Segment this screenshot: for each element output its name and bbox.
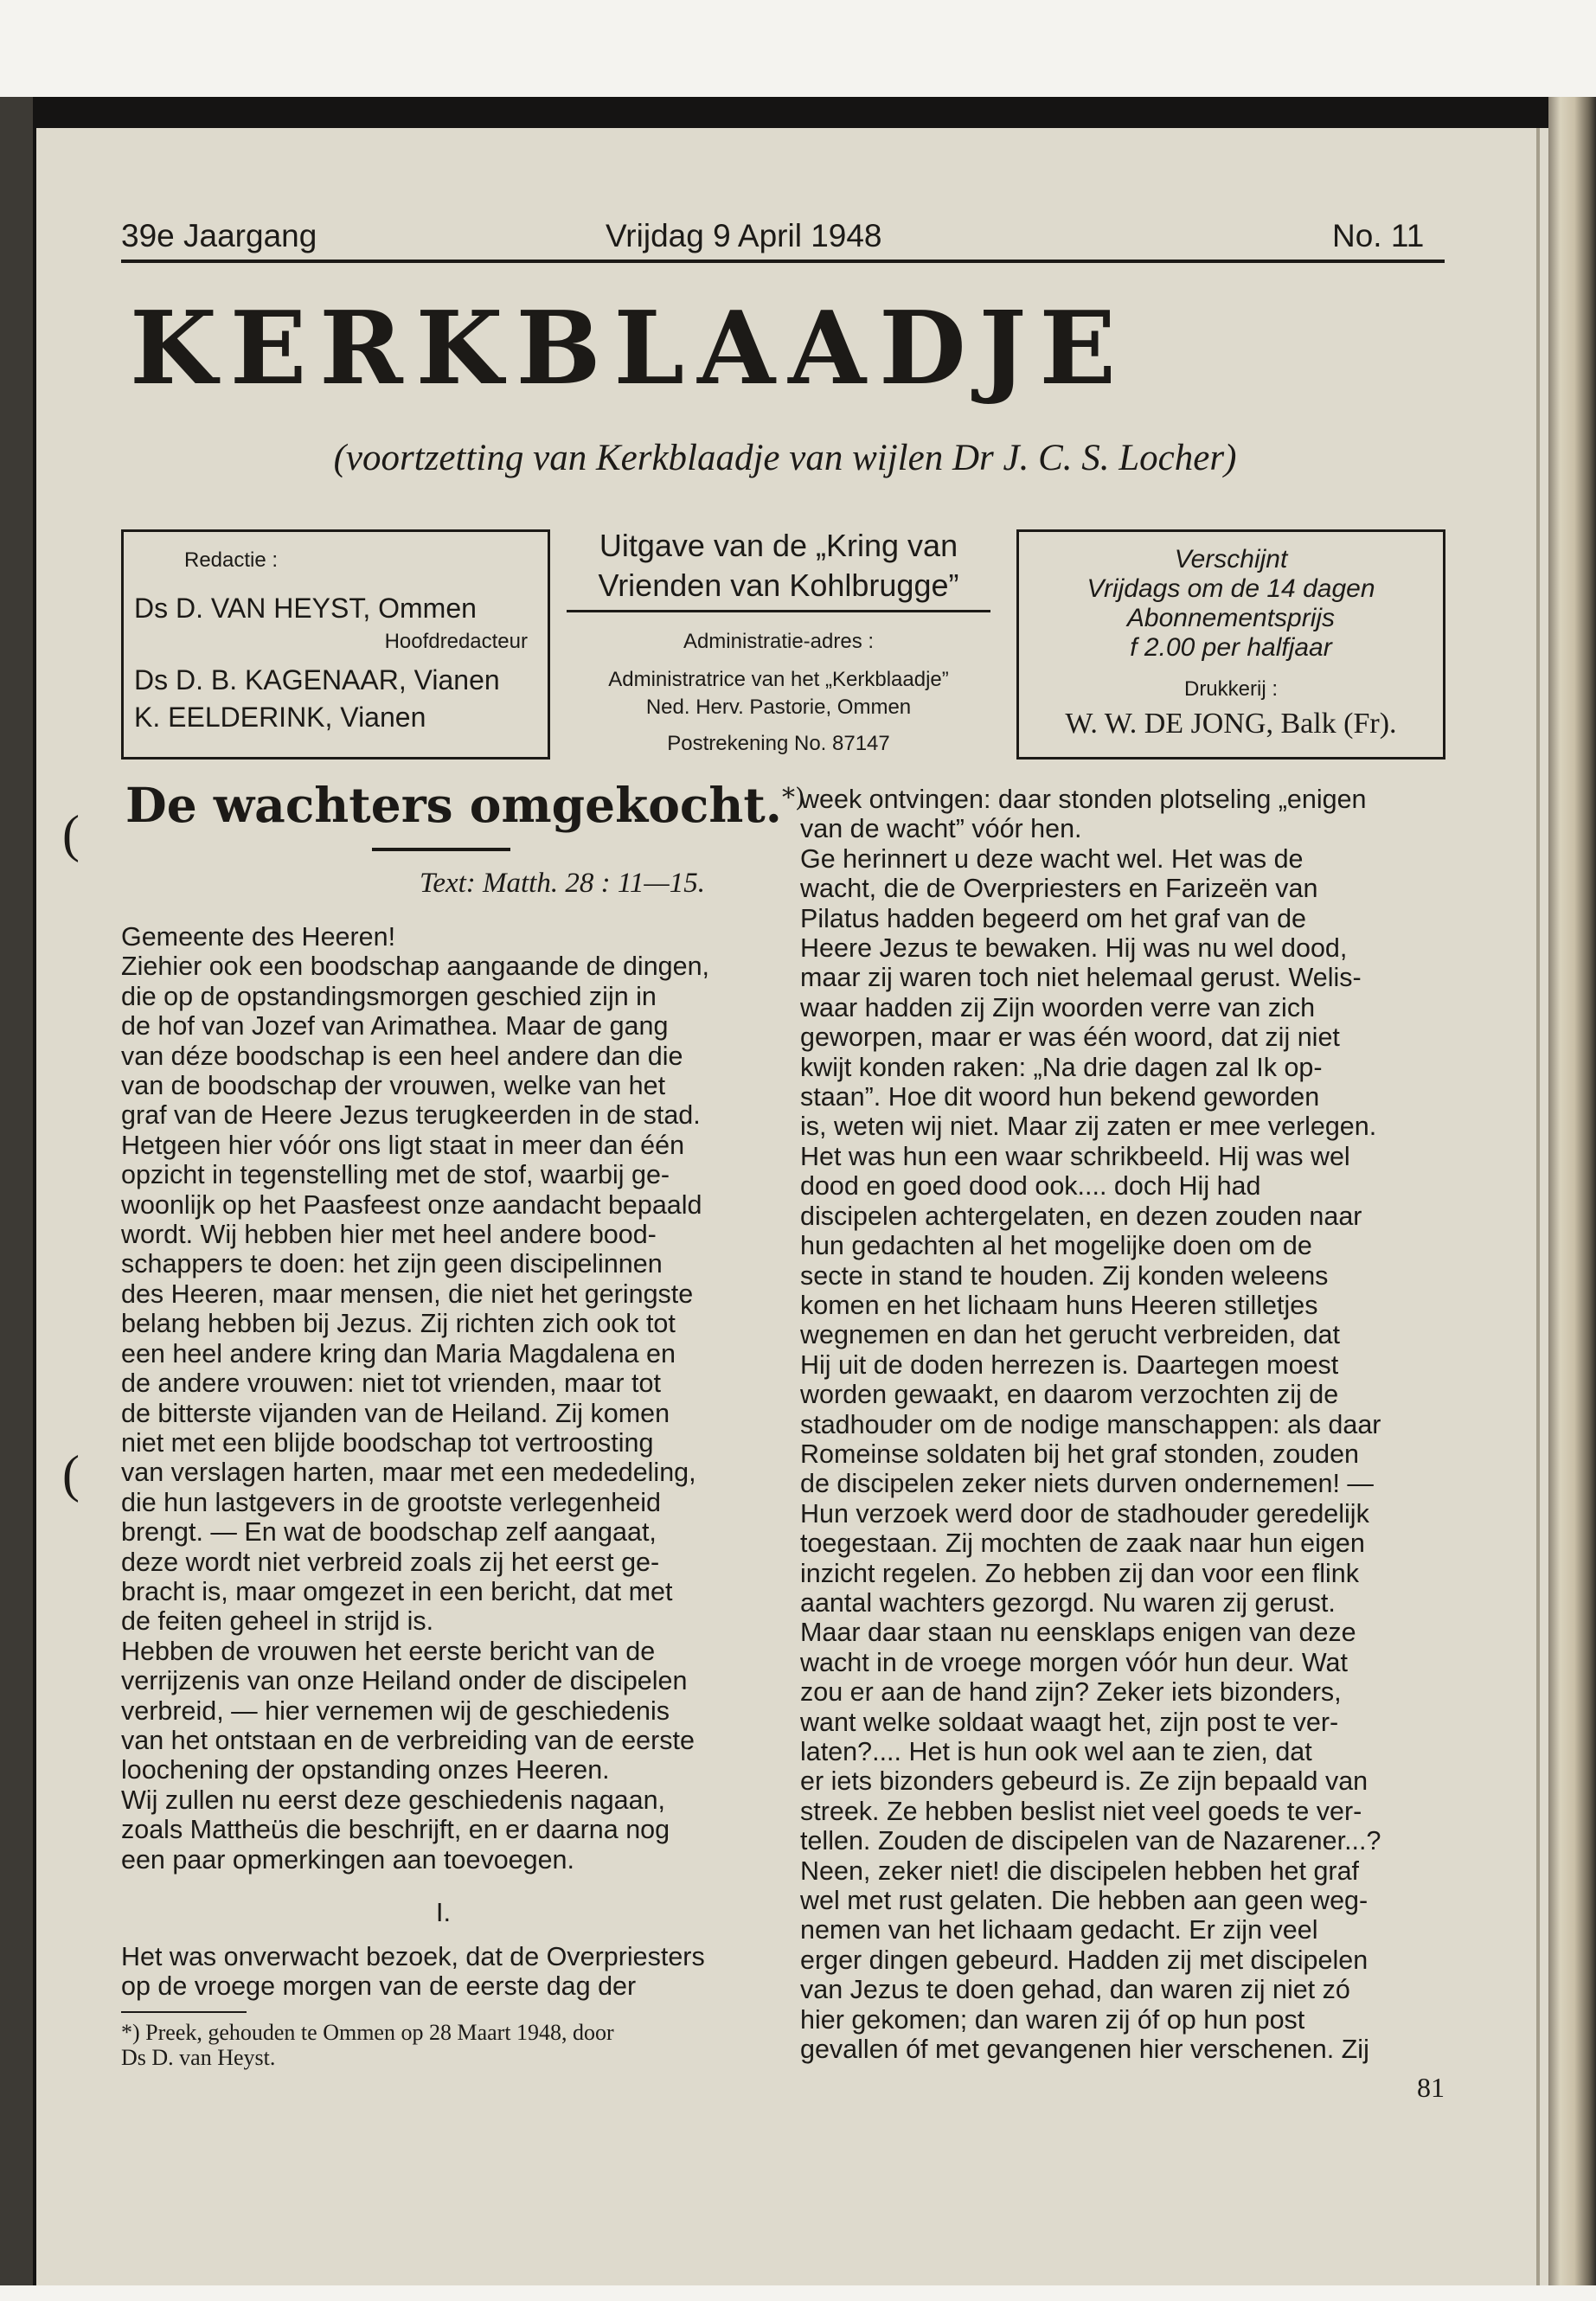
footnote (121, 2020, 766, 2070)
text-line: de hof van Jozef van Arimathea. Maar de gang (121, 1011, 669, 1042)
text-line: maar zij waren toch niet helemaal gerust. Welis- (800, 963, 1362, 993)
text-line: komen en het lichaam huns Heeren stilletjes (800, 1290, 1318, 1320)
redactie-label: Redactie : (184, 548, 279, 572)
text-line: er iets bizonders gebeurd is. Ze zijn bepaald van (800, 1766, 1368, 1797)
text-line: Het was hun een waar schrikbeeld. Hij was wel (800, 1141, 1350, 1171)
text-line: Maar daar staan nu eensklaps enigen van deze (800, 1618, 1356, 1648)
text-line: van de wacht” vóór hen. (800, 814, 1082, 844)
admin-label: Administratie-adres : (683, 630, 875, 653)
text-line: staan”. Hoe dit woord hun bekend geworden (800, 1082, 1320, 1112)
text-line: Hun verzoek werd door de stadhouder geredelijk (800, 1498, 1369, 1529)
text-line: des Heeren, maar mensen, die niet het geringste (121, 1279, 694, 1309)
footnote-line: *) Preek, gehouden te Ommen op 28 Maart 1948, door (121, 2020, 614, 2045)
text-line: een heel andere kring dan Maria Magdalena en (121, 1338, 676, 1368)
text-line: bracht is, maar omgezet in een bericht, dat met (121, 1576, 673, 1606)
text-line: wordt. Wij hebben hier met heel andere bood- (121, 1220, 657, 1250)
text-line: geworpen, maar er was één woord, dat zij niet (800, 1022, 1340, 1053)
article-title-text: De wachters omgekocht. (125, 777, 782, 833)
text-line: de discipelen zeker niets durven ondernemen! — (800, 1469, 1374, 1499)
text-line: belang hebben bij Jezus. Zij richten zich ook tot (121, 1309, 676, 1339)
text-line: wel met rust gelaten. Die hebben aan geen weg- (800, 1886, 1368, 1916)
text-line: aantal wachters gezorgd. Nu waren zij gerust. (800, 1587, 1336, 1618)
text-line: Romeinse soldaten bij het graf stonden, zouden (800, 1439, 1360, 1469)
page-edge-line (1536, 128, 1540, 2285)
publisher-line-2: Vrienden van Kohlbrugge” (598, 567, 959, 603)
text-line: de feiten geheel in strijd is. (121, 1606, 434, 1637)
text-line: wacht, die de Overpriesters en Farizeën van (800, 874, 1318, 904)
article-title (125, 777, 805, 833)
publisher-line-1: Uitgave van de „Kring van (599, 528, 958, 563)
editor-1-role: Hoofdredacteur (384, 630, 528, 653)
text-line: Heere Jezus te bewaken. Hij was nu wel dood, (800, 933, 1348, 964)
text-line: wegnemen en dan het gerucht verbreiden, dat (800, 1320, 1340, 1350)
title-underline (372, 848, 510, 851)
margin-bracket-mark: ( (62, 805, 80, 862)
page-number: 81 (1417, 2072, 1445, 2103)
text-line: die hun lastgevers in de grootste verlegenheid (121, 1487, 661, 1517)
text-line: week ontvingen: daar stonden plotseling „enigen (800, 785, 1367, 814)
column-2-text (800, 785, 1445, 2064)
text-line: Hebben de vrouwen het eerste bericht van de (121, 1636, 656, 1666)
text-line: niet met een blijde boodschap tot vertroosting (121, 1427, 654, 1458)
text-line: stadhouder om de nodige manschappen: als daar (800, 1409, 1381, 1439)
text-line: brengt. — En wat de boodschap zelf aangaat, (121, 1517, 657, 1548)
text-line: Gemeente des Heeren! (121, 922, 396, 952)
text-line: van déze boodschap is een heel andere dan die (121, 1041, 683, 1071)
publisher-rule (567, 610, 990, 612)
printer-label: Drukkerij : (1183, 677, 1278, 701)
text-line: de bitterste vijanden van de Heiland. Zij komen (121, 1398, 670, 1428)
issue-date: Vrijdag 9 April 1948 (606, 218, 882, 253)
text-line: schappers te doen: het zijn geen discipelinnen (121, 1249, 663, 1279)
editor-1: Ds D. VAN HEYST, Ommen (134, 593, 477, 624)
text-line: woonlijk op het Paasfeest onze aandacht bepaald (121, 1189, 702, 1220)
abonnement-label: Abonnementsprijs (1126, 604, 1336, 632)
text-line: Het was onverwacht bezoek, dat de Overpriesters (121, 1942, 705, 1971)
footnote-marker: *) (781, 783, 805, 813)
scan-left-edge (0, 97, 33, 2285)
text-line: van het ontstaan en de verbreiding van de eerste (121, 1725, 695, 1755)
text-line: loochening der opstanding onzes Heeren. (121, 1755, 610, 1785)
text-line: nemen van het lichaam gedacht. Er zijn veel (800, 1915, 1318, 1945)
masthead-subtitle: (voortzetting van Kerkblaadje van wijlen Dr J. C. S. Locher) (333, 438, 1237, 478)
column-1-text-part-2 (121, 1942, 766, 2002)
text-line: hun gedachten al het mogelijke doen om de (800, 1231, 1312, 1261)
printer-name: W. W. DE JONG, Balk (Fr). (1065, 708, 1397, 740)
text-line: graf van de Heere Jezus terugkeerden in de stad. (121, 1100, 701, 1131)
admin-address: Ned. Herv. Pastorie, Ommen (645, 695, 912, 719)
verschijnt-label: Verschijnt (1174, 545, 1288, 574)
text-line: streek. Ze hebben beslist niet veel goeds te ver- (800, 1796, 1362, 1826)
text-line: deze wordt niet verbreid zoals zij het eerst ge- (121, 1547, 660, 1577)
text-line: Hij uit de doden herrezen is. Daartegen moest (800, 1349, 1339, 1380)
margin-bracket-mark: ( (62, 1445, 80, 1503)
text-line: laten?.... Het is hun ook wel aan te zien, dat (800, 1737, 1312, 1766)
text-line: toegestaan. Zij mochten de zaak naar hun eigen (800, 1529, 1365, 1559)
text-line: Pilatus hadden begeerd om het graf van de (800, 903, 1306, 933)
text-line: verrijzenis van onze Heiland onder de discipelen (121, 1666, 688, 1696)
publisher-block (554, 526, 1003, 606)
text-line: erger dingen gebeurd. Hadden zij met discipelen (800, 1945, 1368, 1975)
text-line: een paar opmerkingen aan toevoegen. (121, 1844, 574, 1875)
text-line: discipelen achtergelaten, en dezen zouden naar (800, 1201, 1362, 1231)
editor-2: Ds D. B. KAGENAAR, Vianen (134, 664, 500, 695)
text-line: Neen, zeker niet! die discipelen hebben het graf (800, 1856, 1360, 1886)
text-line: Ge herinnert u deze wacht wel. Het was de (800, 843, 1304, 874)
subscription-info (1016, 545, 1445, 663)
abonnement-price: f 2.00 per halfjaar (1130, 633, 1332, 662)
text-line: die op de opstandingsmorgen geschied zijn in (121, 981, 657, 1011)
text-line: Wij zullen nu eerst deze geschiedenis nagaan, (121, 1785, 666, 1815)
text-line: Ziehier ook een boodschap aangaande de dingen, (121, 952, 710, 982)
text-line: wacht in de vroege morgen vóór hun deur. Wat (800, 1647, 1348, 1677)
text-line: tellen. Zouden de discipelen van de Nazarener...? (800, 1826, 1381, 1856)
editor-3: K. EELDERINK, Vianen (134, 702, 426, 733)
text-line: is, weten wij niet. Maar zij zaten er mee verlegen. (800, 1112, 1377, 1142)
text-line: gevallen óf met gevangenen hier verschenen. Zij (800, 2035, 1369, 2065)
text-line: kwijt konden raken: „Na drie dagen zal Ik op- (800, 1052, 1323, 1082)
publication-frequency: Vrijdags om de 14 dagen (1086, 574, 1375, 603)
scripture-reference: Text: Matth. 28 : 11—15. (420, 868, 705, 899)
text-line: waar hadden zij Zijn woorden verre van zich (800, 992, 1316, 1022)
column-1-text (121, 922, 766, 1875)
issue-number: No. 11 (1332, 218, 1425, 253)
admin-line: Administratrice van het „Kerkblaadje” (608, 668, 949, 691)
text-line: worden gewaakt, en daarom verzochten zij de (800, 1380, 1339, 1410)
text-line: zoals Mattheüs die beschrijft, en er daarna nog (121, 1815, 670, 1845)
text-line: verbreid, — hier vernemen wij de geschiedenis (121, 1695, 670, 1726)
text-line: want welke soldaat waagt het, zijn post te ver- (800, 1707, 1339, 1737)
text-line: zou er aan de hand zijn? Zeker iets bizonders, (800, 1677, 1342, 1708)
text-line: inzicht regelen. Zo hebben zij dan voor een flink (800, 1558, 1359, 1588)
header-rule (121, 260, 1445, 263)
masthead-title: KERKBLAADJE (130, 290, 1129, 407)
text-line: Hetgeen hier vóór ons ligt staat in meer dan één (121, 1130, 685, 1160)
text-line: op de vroege morgen van de eerste dag der (121, 1971, 637, 2002)
book-binding (1548, 97, 1596, 2285)
text-line: opzicht in tegenstelling met de stof, waarbij ge- (121, 1160, 670, 1190)
footnote-line: Ds D. van Heyst. (121, 2045, 276, 2070)
text-line: van de boodschap der vrouwen, welke van het (121, 1071, 666, 1101)
text-line: dood en goed dood ook.... doch Hij had (800, 1171, 1261, 1202)
text-line: hier gekomen; dan waren zij óf op hun post (800, 2004, 1305, 2035)
text-line: secte in stand te houden. Zij konden weleens (800, 1260, 1329, 1291)
footnote-rule (121, 2011, 247, 2013)
text-line: de andere vrouwen: niet tot vrienden, maar tot (121, 1368, 661, 1399)
section-numeral: I. (435, 1897, 452, 1927)
volume-label: 39e Jaargang (121, 218, 317, 253)
text-line: van verslagen harten, maar met een mededeling, (121, 1458, 696, 1488)
postrekening: Postrekening No. 87147 (667, 732, 890, 755)
text-line: van Jezus te doen gehad, dan waren zij niet zó (800, 1975, 1350, 2005)
